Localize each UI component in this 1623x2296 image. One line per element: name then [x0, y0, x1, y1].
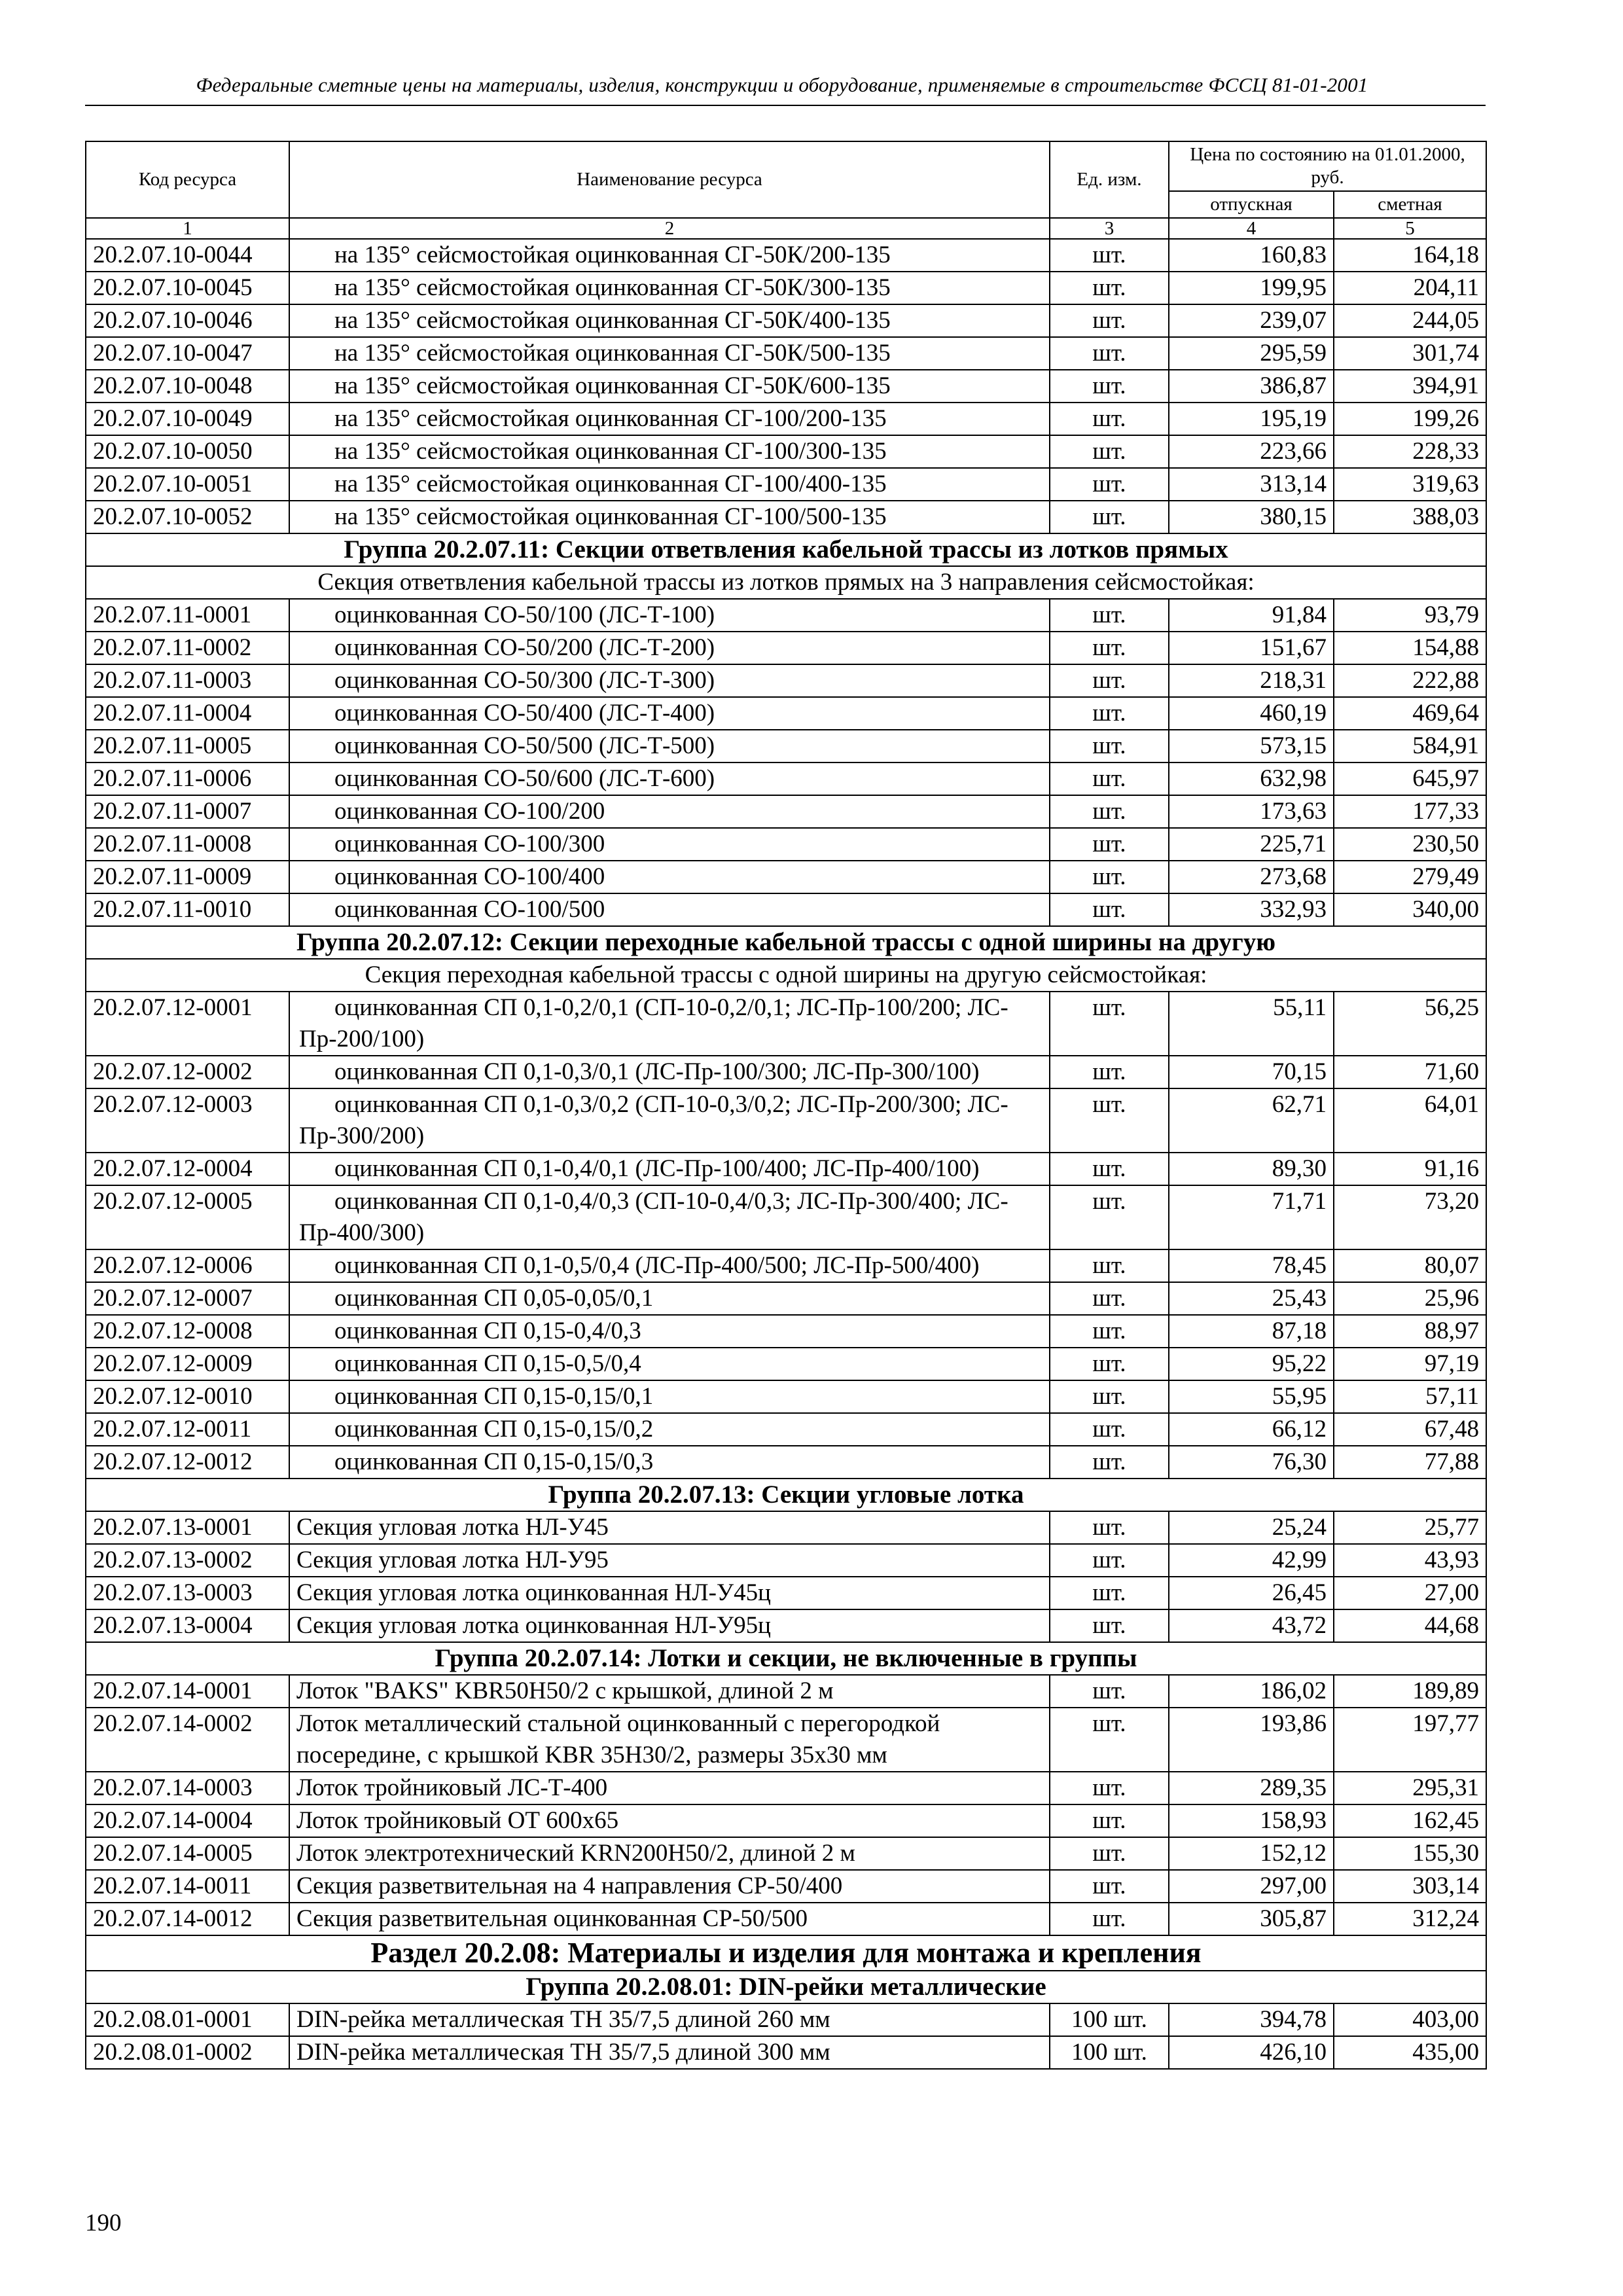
- unit: 100 шт.: [1050, 2036, 1169, 2069]
- release-price: 297,00: [1169, 1870, 1334, 1903]
- estimate-price: 162,45: [1334, 1804, 1486, 1837]
- group-heading-row: [86, 1479, 1486, 1511]
- estimate-price: 97,19: [1334, 1348, 1486, 1380]
- unit: шт.: [1050, 1348, 1169, 1380]
- resource-name: Лоток металлический стальной оцинкованный с перегородкой посередине, с крышкой KBR 35H30/2, размеры 35х30 мм: [289, 1708, 1050, 1772]
- resource-name: Лоток тройниковый ОТ 600х65: [289, 1804, 1050, 1837]
- resource-name: оцинкованная СП 0,1-0,4/0,1 (ЛС-Пр-100/400; ЛС-Пр-400/100): [289, 1153, 1050, 1185]
- table-row: [86, 599, 1486, 632]
- table-row: [86, 893, 1486, 926]
- group-heading-row: [86, 533, 1486, 566]
- estimate-price: 73,20: [1334, 1185, 1486, 1249]
- release-price: 91,84: [1169, 599, 1334, 632]
- unit: шт.: [1050, 828, 1169, 861]
- resource-code: 20.2.07.11-0005: [86, 730, 289, 762]
- release-price: 25,24: [1169, 1511, 1334, 1544]
- estimate-price: 340,00: [1334, 893, 1486, 926]
- unit: шт.: [1050, 501, 1169, 533]
- resource-code: 20.2.07.11-0010: [86, 893, 289, 926]
- unit: шт.: [1050, 1153, 1169, 1185]
- estimate-price: 244,05: [1334, 304, 1486, 337]
- resource-name: Секция разветвительная оцинкованная СР-50/500: [289, 1903, 1050, 1935]
- release-price: 380,15: [1169, 501, 1334, 533]
- release-price: 193,86: [1169, 1708, 1334, 1772]
- estimate-price: 43,93: [1334, 1544, 1486, 1577]
- col-header-unit: Ед. изм.: [1050, 141, 1169, 218]
- unit: шт.: [1050, 1315, 1169, 1348]
- release-price: 386,87: [1169, 370, 1334, 403]
- table-row: [86, 762, 1486, 795]
- resource-name: оцинкованная СП 0,15-0,15/0,3: [289, 1446, 1050, 1479]
- resource-code: 20.2.07.12-0009: [86, 1348, 289, 1380]
- table-row: [86, 1446, 1486, 1479]
- table-row: [86, 1544, 1486, 1577]
- unit: шт.: [1050, 893, 1169, 926]
- release-price: 573,15: [1169, 730, 1334, 762]
- resource-code: 20.2.07.13-0004: [86, 1609, 289, 1642]
- resource-code: 20.2.07.10-0050: [86, 435, 289, 468]
- table-row: [86, 828, 1486, 861]
- unit: шт.: [1050, 403, 1169, 435]
- resource-code: 20.2.07.11-0002: [86, 632, 289, 664]
- estimate-price: 204,11: [1334, 272, 1486, 304]
- unit: шт.: [1050, 1249, 1169, 1282]
- table-row: [86, 1837, 1486, 1870]
- release-price: 26,45: [1169, 1577, 1334, 1609]
- resource-code: 20.2.07.10-0048: [86, 370, 289, 403]
- resource-code: 20.2.07.11-0008: [86, 828, 289, 861]
- release-price: 55,95: [1169, 1380, 1334, 1413]
- resource-code: 20.2.07.11-0001: [86, 599, 289, 632]
- unit: шт.: [1050, 1903, 1169, 1935]
- estimate-price: 228,33: [1334, 435, 1486, 468]
- unit: шт.: [1050, 1446, 1169, 1479]
- unit: шт.: [1050, 304, 1169, 337]
- unit: шт.: [1050, 1609, 1169, 1642]
- unit: шт.: [1050, 1380, 1169, 1413]
- table-row: [86, 1903, 1486, 1935]
- estimate-price: 164,18: [1334, 239, 1486, 272]
- resource-code: 20.2.07.10-0044: [86, 239, 289, 272]
- resource-name: оцинкованная СП 0,1-0,2/0,1 (СП-10-0,2/0,1; ЛС-Пр-100/200; ЛС-Пр-200/100): [289, 992, 1050, 1056]
- table-row: [86, 337, 1486, 370]
- release-price: 305,87: [1169, 1903, 1334, 1935]
- estimate-price: 67,48: [1334, 1413, 1486, 1446]
- estimate-price: 319,63: [1334, 468, 1486, 501]
- col-number-2: 2: [289, 218, 1050, 239]
- resource-name: оцинкованная СП 0,1-0,5/0,4 (ЛС-Пр-400/500; ЛС-Пр-500/400): [289, 1249, 1050, 1282]
- resource-code: 20.2.07.12-0012: [86, 1446, 289, 1479]
- release-price: 289,35: [1169, 1772, 1334, 1804]
- release-price: 173,63: [1169, 795, 1334, 828]
- page-number: 190: [85, 2210, 122, 2236]
- subheading: Секция переходная кабельной трассы с одной ширины на другую сейсмостойкая:: [86, 959, 1486, 992]
- resource-name: на 135° сейсмостойкая оцинкованная СГ-100/400-135: [289, 468, 1050, 501]
- price-table: [85, 141, 1487, 2070]
- estimate-price: 388,03: [1334, 501, 1486, 533]
- resource-code: 20.2.07.11-0006: [86, 762, 289, 795]
- release-price: 218,31: [1169, 664, 1334, 697]
- table-row: [86, 795, 1486, 828]
- resource-name: оцинкованная СО-50/600 (ЛС-Т-600): [289, 762, 1050, 795]
- estimate-price: 301,74: [1334, 337, 1486, 370]
- release-price: 158,93: [1169, 1804, 1334, 1837]
- table-row: [86, 1380, 1486, 1413]
- table-row: [86, 239, 1486, 272]
- unit: шт.: [1050, 1675, 1169, 1708]
- table-row: [86, 468, 1486, 501]
- estimate-price: 155,30: [1334, 1837, 1486, 1870]
- resource-code: 20.2.07.14-0002: [86, 1708, 289, 1772]
- section-heading-row: [86, 1935, 1486, 1971]
- release-price: 25,43: [1169, 1282, 1334, 1315]
- estimate-price: 88,97: [1334, 1315, 1486, 1348]
- estimate-price: 279,49: [1334, 861, 1486, 893]
- col-number-4: 4: [1169, 218, 1334, 239]
- unit: шт.: [1050, 664, 1169, 697]
- unit: шт.: [1050, 1837, 1169, 1870]
- resource-code: 20.2.07.10-0045: [86, 272, 289, 304]
- resource-name: оцинкованная СО-100/400: [289, 861, 1050, 893]
- resource-name: на 135° сейсмостойкая оцинкованная СГ-100/300-135: [289, 435, 1050, 468]
- estimate-price: 27,00: [1334, 1577, 1486, 1609]
- table-row: [86, 2036, 1486, 2069]
- table-row: [86, 1511, 1486, 1544]
- release-price: 195,19: [1169, 403, 1334, 435]
- unit: шт.: [1050, 795, 1169, 828]
- unit: шт.: [1050, 599, 1169, 632]
- resource-name: на 135° сейсмостойкая оцинкованная СГ-50К/300-135: [289, 272, 1050, 304]
- table-row: [86, 1577, 1486, 1609]
- resource-name: на 135° сейсмостойкая оцинкованная СГ-100/200-135: [289, 403, 1050, 435]
- resource-code: 20.2.07.11-0003: [86, 664, 289, 697]
- group-heading-row: [86, 1971, 1486, 2003]
- unit: шт.: [1050, 1185, 1169, 1249]
- resource-code: 20.2.07.10-0051: [86, 468, 289, 501]
- estimate-price: 189,89: [1334, 1675, 1486, 1708]
- resource-name: на 135° сейсмостойкая оцинкованная СГ-50К/400-135: [289, 304, 1050, 337]
- resource-name: Секция угловая лотка оцинкованная НЛ-У45ц: [289, 1577, 1050, 1609]
- table-row: [86, 1675, 1486, 1708]
- table-row: [86, 1804, 1486, 1837]
- resource-code: 20.2.07.12-0006: [86, 1249, 289, 1282]
- resource-name: Секция разветвительная на 4 направления СР-50/400: [289, 1870, 1050, 1903]
- estimate-price: 584,91: [1334, 730, 1486, 762]
- unit: шт.: [1050, 1772, 1169, 1804]
- resource-name: Лоток "BAKS" KBR50H50/2 с крышкой, длиной 2 м: [289, 1675, 1050, 1708]
- estimate-price: 199,26: [1334, 403, 1486, 435]
- resource-code: 20.2.07.10-0049: [86, 403, 289, 435]
- unit: шт.: [1050, 1804, 1169, 1837]
- table-row: [86, 1249, 1486, 1282]
- unit: шт.: [1050, 762, 1169, 795]
- resource-code: 20.2.07.12-0005: [86, 1185, 289, 1249]
- unit: шт.: [1050, 632, 1169, 664]
- unit: шт.: [1050, 272, 1169, 304]
- estimate-price: 177,33: [1334, 795, 1486, 828]
- unit: шт.: [1050, 861, 1169, 893]
- group-heading: Группа 20.2.07.13: Секции угловые лотка: [86, 1479, 1486, 1511]
- estimate-price: 57,11: [1334, 1380, 1486, 1413]
- resource-name: на 135° сейсмостойкая оцинкованная СГ-50К/200-135: [289, 239, 1050, 272]
- resource-name: оцинкованная СО-50/500 (ЛС-Т-500): [289, 730, 1050, 762]
- estimate-price: 77,88: [1334, 1446, 1486, 1479]
- resource-name: оцинкованная СО-50/200 (ЛС-Т-200): [289, 632, 1050, 664]
- estimate-price: 230,50: [1334, 828, 1486, 861]
- resource-name: оцинкованная СП 0,15-0,15/0,2: [289, 1413, 1050, 1446]
- resource-name: DIN-рейка металлическая TH 35/7,5 длиной 300 мм: [289, 2036, 1050, 2069]
- estimate-price: 303,14: [1334, 1870, 1486, 1903]
- resource-code: 20.2.07.13-0003: [86, 1577, 289, 1609]
- table-row: [86, 1315, 1486, 1348]
- table-row: [86, 2003, 1486, 2036]
- unit: шт.: [1050, 1511, 1169, 1544]
- col-number-3: 3: [1050, 218, 1169, 239]
- table-row: [86, 1413, 1486, 1446]
- resource-code: 20.2.07.12-0002: [86, 1056, 289, 1088]
- release-price: 225,71: [1169, 828, 1334, 861]
- estimate-price: 25,96: [1334, 1282, 1486, 1315]
- resource-code: 20.2.08.01-0002: [86, 2036, 289, 2069]
- section-heading: Раздел 20.2.08: Материалы и изделия для монтажа и крепления: [86, 1935, 1486, 1971]
- resource-code: 20.2.07.11-0007: [86, 795, 289, 828]
- unit: шт.: [1050, 370, 1169, 403]
- resource-name: Лоток электротехнический KRN200H50/2, длиной 2 м: [289, 1837, 1050, 1870]
- resource-name: Секция угловая лотка оцинкованная НЛ-У95ц: [289, 1609, 1050, 1642]
- resource-name: на 135° сейсмостойкая оцинкованная СГ-50К/500-135: [289, 337, 1050, 370]
- unit: шт.: [1050, 730, 1169, 762]
- table-row: [86, 1056, 1486, 1088]
- release-price: 43,72: [1169, 1609, 1334, 1642]
- estimate-price: 312,24: [1334, 1903, 1486, 1935]
- resource-name: оцинкованная СП 0,05-0,05/0,1: [289, 1282, 1050, 1315]
- resource-name: оцинкованная СО-50/400 (ЛС-Т-400): [289, 697, 1050, 730]
- estimate-price: 80,07: [1334, 1249, 1486, 1282]
- unit: шт.: [1050, 992, 1169, 1056]
- resource-code: 20.2.08.01-0001: [86, 2003, 289, 2036]
- group-heading: Группа 20.2.07.12: Секции переходные кабельной трассы с одной ширины на другую: [86, 926, 1486, 959]
- release-price: 332,93: [1169, 893, 1334, 926]
- resource-code: 20.2.07.13-0001: [86, 1511, 289, 1544]
- table-row: [86, 435, 1486, 468]
- resource-name: оцинкованная СП 0,1-0,3/0,1 (ЛС-Пр-100/300; ЛС-Пр-300/100): [289, 1056, 1050, 1088]
- release-price: 295,59: [1169, 337, 1334, 370]
- table-row: [86, 1609, 1486, 1642]
- resource-name: на 135° сейсмостойкая оцинкованная СГ-50К/600-135: [289, 370, 1050, 403]
- release-price: 151,67: [1169, 632, 1334, 664]
- release-price: 632,98: [1169, 762, 1334, 795]
- table-row: [86, 697, 1486, 730]
- col-header-release: отпускная: [1169, 191, 1334, 218]
- release-price: 62,71: [1169, 1088, 1334, 1153]
- table-body: [86, 239, 1486, 2069]
- estimate-price: 403,00: [1334, 2003, 1486, 2036]
- release-price: 87,18: [1169, 1315, 1334, 1348]
- release-price: 89,30: [1169, 1153, 1334, 1185]
- table-row: [86, 403, 1486, 435]
- unit: шт.: [1050, 1056, 1169, 1088]
- table-row: [86, 664, 1486, 697]
- release-price: 160,83: [1169, 239, 1334, 272]
- resource-code: 20.2.07.12-0007: [86, 1282, 289, 1315]
- subheading-row: [86, 959, 1486, 992]
- running-header: Федеральные сметные цены на материалы, изделия, конструкции и оборудование, применяемые в строительстве ФССЦ 81-01-2001: [196, 73, 1368, 96]
- resource-code: 20.2.07.14-0004: [86, 1804, 289, 1837]
- release-price: 273,68: [1169, 861, 1334, 893]
- resource-code: 20.2.07.14-0011: [86, 1870, 289, 1903]
- resource-name: на 135° сейсмостойкая оцинкованная СГ-100/500-135: [289, 501, 1050, 533]
- resource-code: 20.2.07.14-0012: [86, 1903, 289, 1935]
- unit: шт.: [1050, 239, 1169, 272]
- release-price: 42,99: [1169, 1544, 1334, 1577]
- resource-name: Лоток тройниковый ЛС-Т-400: [289, 1772, 1050, 1804]
- estimate-price: 44,68: [1334, 1609, 1486, 1642]
- unit: шт.: [1050, 337, 1169, 370]
- table-row: [86, 861, 1486, 893]
- group-heading: Группа 20.2.08.01: DIN-рейки металлические: [86, 1971, 1486, 2003]
- estimate-price: 64,01: [1334, 1088, 1486, 1153]
- unit: шт.: [1050, 1577, 1169, 1609]
- release-price: 223,66: [1169, 435, 1334, 468]
- estimate-price: 154,88: [1334, 632, 1486, 664]
- resource-code: 20.2.07.14-0001: [86, 1675, 289, 1708]
- group-heading-row: [86, 1642, 1486, 1675]
- resource-code: 20.2.07.12-0003: [86, 1088, 289, 1153]
- release-price: 70,15: [1169, 1056, 1334, 1088]
- resource-code: 20.2.07.12-0004: [86, 1153, 289, 1185]
- resource-code: 20.2.07.11-0009: [86, 861, 289, 893]
- col-number-5: 5: [1334, 218, 1486, 239]
- resource-code: 20.2.07.11-0004: [86, 697, 289, 730]
- estimate-price: 25,77: [1334, 1511, 1486, 1544]
- unit: шт.: [1050, 1282, 1169, 1315]
- table-row: [86, 1772, 1486, 1804]
- release-price: 426,10: [1169, 2036, 1334, 2069]
- resource-name: оцинкованная СП 0,1-0,4/0,3 (СП-10-0,4/0,3; ЛС-Пр-300/400; ЛС-Пр-400/300): [289, 1185, 1050, 1249]
- table-row: [86, 272, 1486, 304]
- table-row: [86, 632, 1486, 664]
- resource-name: Секция угловая лотка НЛ-У95: [289, 1544, 1050, 1577]
- header-rule: [85, 105, 1486, 106]
- unit: шт.: [1050, 1413, 1169, 1446]
- col-header-price: Цена по состоянию на 01.01.2000, руб.: [1169, 141, 1486, 191]
- table-row: [86, 304, 1486, 337]
- unit: шт.: [1050, 435, 1169, 468]
- resource-name: оцинкованная СП 0,15-0,4/0,3: [289, 1315, 1050, 1348]
- release-price: 313,14: [1169, 468, 1334, 501]
- estimate-price: 93,79: [1334, 599, 1486, 632]
- resource-code: 20.2.07.12-0011: [86, 1413, 289, 1446]
- table-row: [86, 501, 1486, 533]
- resource-code: 20.2.07.10-0047: [86, 337, 289, 370]
- release-price: 78,45: [1169, 1249, 1334, 1282]
- release-price: 95,22: [1169, 1348, 1334, 1380]
- table-row: [86, 1870, 1486, 1903]
- table-row: [86, 1088, 1486, 1153]
- table-row: [86, 1153, 1486, 1185]
- table-row: [86, 730, 1486, 762]
- resource-name: оцинкованная СП 0,15-0,15/0,1: [289, 1380, 1050, 1413]
- resource-name: оцинкованная СП 0,15-0,5/0,4: [289, 1348, 1050, 1380]
- resource-code: 20.2.07.12-0010: [86, 1380, 289, 1413]
- release-price: 152,12: [1169, 1837, 1334, 1870]
- resource-code: 20.2.07.12-0008: [86, 1315, 289, 1348]
- estimate-price: 469,64: [1334, 697, 1486, 730]
- release-price: 71,71: [1169, 1185, 1334, 1249]
- subheading: Секция ответвления кабельной трассы из лотков прямых на 3 направления сейсмостойкая:: [86, 566, 1486, 599]
- unit: шт.: [1050, 1708, 1169, 1772]
- table-row: [86, 1185, 1486, 1249]
- release-price: 66,12: [1169, 1413, 1334, 1446]
- unit: 100 шт.: [1050, 2003, 1169, 2036]
- col-header-name: Наименование ресурса: [289, 141, 1050, 218]
- col-header-estimate: сметная: [1334, 191, 1486, 218]
- release-price: 186,02: [1169, 1675, 1334, 1708]
- estimate-price: 197,77: [1334, 1708, 1486, 1772]
- unit: шт.: [1050, 1870, 1169, 1903]
- resource-code: 20.2.07.14-0003: [86, 1772, 289, 1804]
- release-price: 199,95: [1169, 272, 1334, 304]
- table-row: [86, 1348, 1486, 1380]
- table-row: [86, 1282, 1486, 1315]
- estimate-price: 71,60: [1334, 1056, 1486, 1088]
- estimate-price: 295,31: [1334, 1772, 1486, 1804]
- release-price: 76,30: [1169, 1446, 1334, 1479]
- col-number-1: 1: [86, 218, 289, 239]
- group-heading-row: [86, 926, 1486, 959]
- resource-name: оцинкованная СО-50/300 (ЛС-Т-300): [289, 664, 1050, 697]
- resource-code: 20.2.07.13-0002: [86, 1544, 289, 1577]
- release-price: 239,07: [1169, 304, 1334, 337]
- resource-name: оцинкованная СО-100/500: [289, 893, 1050, 926]
- unit: шт.: [1050, 1088, 1169, 1153]
- unit: шт.: [1050, 1544, 1169, 1577]
- subheading-row: [86, 566, 1486, 599]
- estimate-price: 91,16: [1334, 1153, 1486, 1185]
- table-row: [86, 370, 1486, 403]
- estimate-price: 394,91: [1334, 370, 1486, 403]
- resource-name: оцинкованная СО-100/200: [289, 795, 1050, 828]
- table-row: [86, 992, 1486, 1056]
- resource-code: 20.2.07.10-0052: [86, 501, 289, 533]
- resource-name: оцинкованная СО-100/300: [289, 828, 1050, 861]
- resource-name: DIN-рейка металлическая TH 35/7,5 длиной 260 мм: [289, 2003, 1050, 2036]
- col-header-code: Код ресурса: [86, 141, 289, 218]
- resource-name: оцинкованная СП 0,1-0,3/0,2 (СП-10-0,3/0,2; ЛС-Пр-200/300; ЛС-Пр-300/200): [289, 1088, 1050, 1153]
- unit: шт.: [1050, 697, 1169, 730]
- estimate-price: 435,00: [1334, 2036, 1486, 2069]
- estimate-price: 222,88: [1334, 664, 1486, 697]
- resource-name: оцинкованная СО-50/100 (ЛС-Т-100): [289, 599, 1050, 632]
- group-heading: Группа 20.2.07.11: Секции ответвления кабельной трассы из лотков прямых: [86, 533, 1486, 566]
- release-price: 460,19: [1169, 697, 1334, 730]
- unit: шт.: [1050, 468, 1169, 501]
- group-heading: Группа 20.2.07.14: Лотки и секции, не включенные в группы: [86, 1642, 1486, 1675]
- resource-name: Секция угловая лотка НЛ-У45: [289, 1511, 1050, 1544]
- table-row: [86, 1708, 1486, 1772]
- estimate-price: 645,97: [1334, 762, 1486, 795]
- resource-code: 20.2.07.12-0001: [86, 992, 289, 1056]
- resource-code: 20.2.07.14-0005: [86, 1837, 289, 1870]
- release-price: 394,78: [1169, 2003, 1334, 2036]
- resource-code: 20.2.07.10-0046: [86, 304, 289, 337]
- release-price: 55,11: [1169, 992, 1334, 1056]
- estimate-price: 56,25: [1334, 992, 1486, 1056]
